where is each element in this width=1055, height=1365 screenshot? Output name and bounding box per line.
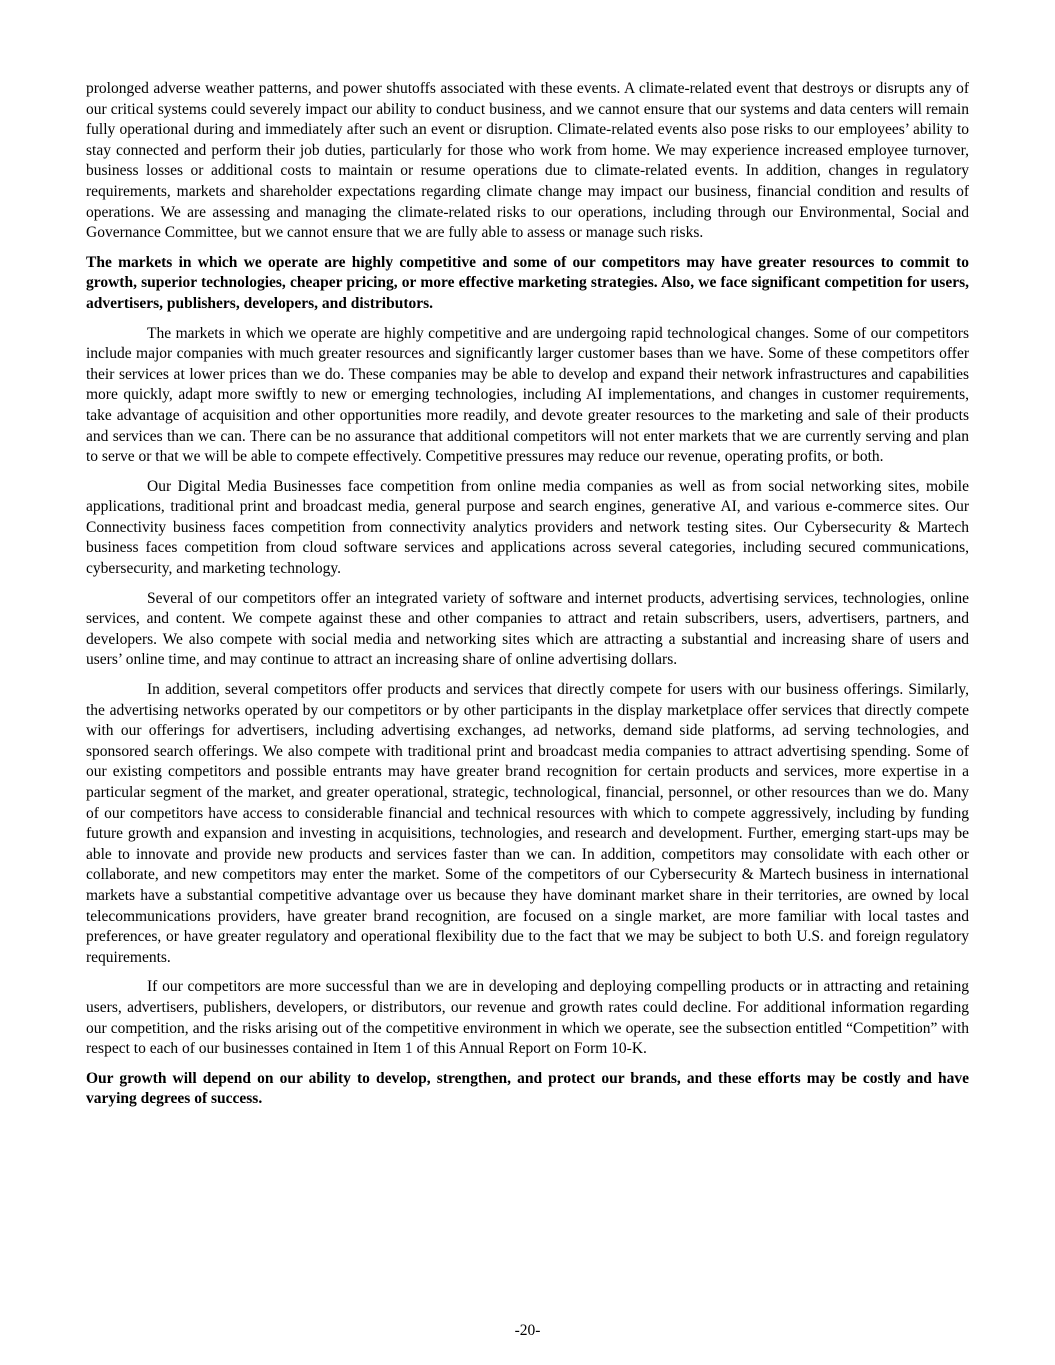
paragraph-competitive-markets: The markets in which we operate are highly competitive and are undergoing rapid technological changes. Some of our competitors include major companies with much greater resources and significantly larger customer bases than we have. Some of these competitors offer their services at lower prices than we do. These companies may be able to develop and expand their network infrastructures and capabilities more quickly, adapt more swiftly to new or emerging technologies, including AI implementations, and changes in customer requirements, take advantage of acquisition and other opportunities more readily, and devote greater resources to the marketing and sale of their products and services than we can. There can be no assurance that additional competitors will not enter markets that we are currently serving and plan to serve or that we will be able to compete effectively. Competitive pressures may reduce our revenue, operating profits, or both. xyxy=(86,324,969,466)
paragraph-advertising-competition: In addition, several competitors offer products and services that directly compete for users with our business offerings. Similarly, the advertising networks operated by our competitors or by other participants in the display marketplace offer services that directly compete with our offerings for advertisers, including advertising exchanges, ad networks, demand side platforms, ad serving technologies, and sponsored search offerings. We also compete with traditional print and broadcast media companies to attract advertising spending. Some of our existing competitors and possible entrants may have greater brand recognition for certain products and services, more expertise in a particular segment of the market, and greater operational, strategic, technological, financial, personnel, or other resources than we do. Many of our competitors have access to considerable financial and technical resources with which to compete aggressively, including by funding future growth and expansion and investing in acquisitions, technologies, and research and development. Further, emerging start-ups may be able to innovate and provide new products and services faster than we can. In addition, competitors may consolidate with each other or collaborate, and new competitors may enter the market. Some of the competitors of our Cybersecurity & Martech business in international markets have a substantial competitive advantage over us because they have dominant market share in their territories, are owned by local telecommunications providers, have greater brand recognition, are focused on a single market, are more familiar with local tastes and preferences, or have greater regulatory and operational flexibility due to the fact that we may be subject to both U.S. and foreign regulatory requirements. xyxy=(86,681,969,966)
document-body xyxy=(86,79,969,1119)
paragraph-climate-risk-continued: prolonged adverse weather patterns, and power shutoffs associated with these events. A climate-related event that destroys or disrupts any of our critical systems could severely impact our ability to conduct business, and we cannot ensure that our systems and data centers will remain fully operational during and immediately after such an event or disruption. Climate-related events also pose risks to our employees’ ability to stay connected and perform their job duties, particularly for those who work from home. We may experience increased employee turnover, business losses or additional costs to maintain or resume operations due to climate-related events. In addition, changes in regulatory requirements, markets and shareholder expectations regarding climate change may impact our business, financial condition and results of operations. We are assessing and managing the climate-related risks to our operations, including through our Environmental, Social and Governance Committee, but we cannot ensure that we are fully able to assess or manage such risks. xyxy=(86,80,969,242)
paragraph-competitor-success: If our competitors are more successful than we are in developing and deploying compelling products or in attracting and retaining users, advertisers, publishers, developers, or distributors, our revenue and growth rates could decline. For additional information regarding our competition, and the risks arising out of the competitive environment in which we operate, see the subsection entitled “Competition” with respect to each of our businesses contained in Item 1 of this Annual Report on Form 10-K. xyxy=(86,978,969,1058)
paragraph-integrated-competitors: Several of our competitors offer an integrated variety of software and internet products, advertising services, technologies, online services, and content. We compete against these and other companies to attract and retain subscribers, users, advertisers, partners, and developers. We also compete with social media and networking sites which are attracting a substantial and increasing share of users and users’ online time, and may continue to attract an increasing share of online advertising dollars. xyxy=(86,589,969,669)
paragraph-business-competition: Our Digital Media Businesses face competition from online media companies as well as from social networking sites, mobile applications, traditional print and broadcast media, general purpose and search engines, generative AI, and various e-commerce sites. Our Connectivity business faces competition from connectivity analytics providers and network testing sites. Our Cybersecurity & Martech business faces competition from cloud software services and applications across several categories, including secured communications, cybersecurity, and marketing technology. xyxy=(86,477,969,578)
page-number: -20- xyxy=(514,1322,541,1339)
risk-heading-competition: The markets in which we operate are highly competitive and some of our competitors may have greater resources to commit to growth, superior technologies, cheaper pricing, or more effective marketing strategies. Also, we face significant competition for users, advertisers, publishers, developers, and distributors. xyxy=(86,253,969,312)
risk-heading-brands: Our growth will depend on our ability to develop, strengthen, and protect our brands, and these efforts may be costly and have varying degrees of success. xyxy=(86,1069,969,1108)
